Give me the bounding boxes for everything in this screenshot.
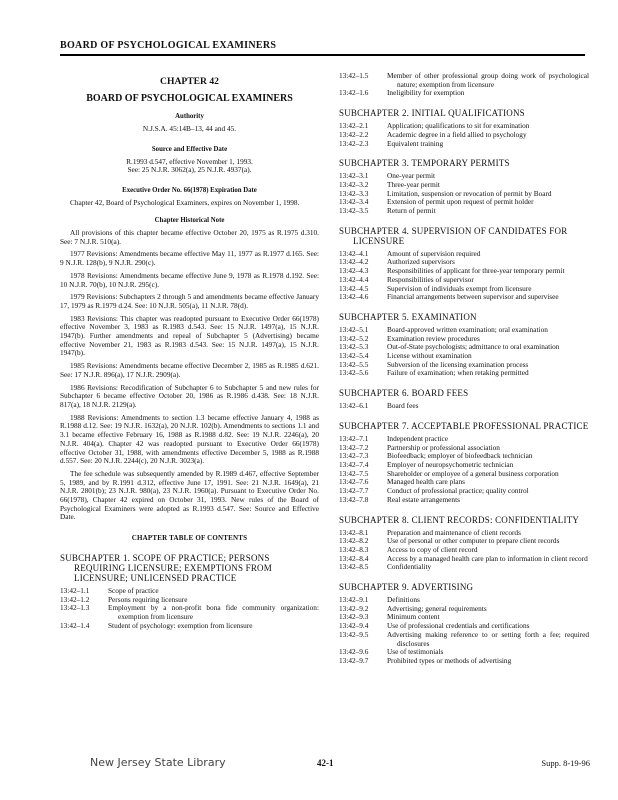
section-title: Use of professional credentials and certifications [387, 621, 530, 631]
section-number: 13:42–7.4 [339, 459, 369, 469]
supplement-date: Supp. 8-19-96 [541, 758, 590, 768]
section-number: 13:42–9.3 [339, 612, 369, 622]
toc-left [60, 553, 319, 631]
section-title: Access by a managed health care plan to information in client record [387, 553, 588, 563]
section-number: 13:42–2.1 [339, 121, 369, 131]
section-title: Application; qualifications to sit for examination [387, 121, 530, 131]
section-title: Three-year permit [387, 179, 440, 189]
section-number: 13:42–2.2 [339, 129, 369, 139]
running-header: BOARD OF PSYCHOLOGICAL EXAMINERS [60, 40, 585, 56]
section-number: 13:42–3.4 [339, 197, 369, 207]
section-title: Supervision of individuals exempt from licensure [387, 283, 532, 293]
section-number: 13:42–6.1 [339, 401, 369, 411]
section-title: Subversion of the licensing examination process [387, 359, 529, 369]
source-line-2: See: 25 N.J.R. 3062(a), 25 N.J.R. 4937(a). [127, 165, 252, 175]
section-number: 13:42–9.4 [339, 621, 369, 631]
section-number: 13:42–5.5 [339, 359, 369, 369]
historical-note-paragraph: All provisions of this chapter became effective October 20, 1975 as R.1975 d.310. See: 7 N.J.R. 510(a). [60, 228, 319, 246]
section-title: Persons requiring licensure [108, 594, 188, 604]
toc-entry [339, 631, 589, 648]
historical-note-paragraph: 1983 Revisions: This chapter was readopted pursuant to Executive Order 66(1978) effective November 3, 1983 as R.1983 d.543. See: 15 N.J.R. 1497(a), 15 N.J.R. 1947(b). Further amendments and repeal of Subchapter 5 (Advertising) became effective November 21, 1983 as R.1983 d.543. See: 15 N.J.R. 1497(a), 15 N.J.R. 1947(b). [60, 313, 319, 358]
source-line-1: R.1993 d.547, effective November 1, 1993. [126, 156, 253, 166]
section-number: 13:42–4.3 [339, 266, 369, 276]
subchapter-block [339, 226, 589, 302]
section-number: 13:42–5.2 [339, 333, 369, 343]
historical-note-paragraph: The fee schedule was subsequently amended by R.1989 d.467, effective September 5, 1989, and by R.1991 d.312, effective June 17, 1991. See: 21 N.J.R. 1649(a), 21 N.J.R. 2801(b); 23 N.J.R. 980(a), 23 N.J.R. 1960(a). Pursuant to Executive Order No. 66(1978), Chapter 42 expired on October 31, 1993. New rules of the Board of Psychological Examiners were adopted as R.1993 d.547. See: Source and Effective Date. [60, 468, 319, 522]
section-title: Examination review procedures [387, 333, 480, 343]
section-title: Responsibilities of applicant for three-year temporary permit [387, 266, 565, 276]
section-number: 13:42–8.5 [339, 562, 369, 572]
toc-entry [339, 198, 589, 207]
chapter-number: CHAPTER 42 [160, 76, 219, 87]
toc-entry [339, 496, 589, 505]
authority-heading: Authority [175, 113, 204, 121]
section-title: Amount of supervision required [387, 248, 481, 258]
section-number: 13:42–1.1 [60, 585, 90, 595]
section-number: 13:42–8.1 [339, 527, 369, 537]
toc-right [339, 108, 589, 666]
subchapter-heading: SUBCHAPTER 4. SUPERVISION OF CANDIDATES FOR LICENSURE [339, 225, 568, 246]
right-column [339, 72, 589, 666]
section-title: Scope of practice [108, 585, 159, 595]
section-number: 13:42–3.3 [339, 188, 369, 198]
toc-entry [339, 140, 589, 149]
section-title: Conduct of professional practice; quality control [387, 486, 529, 496]
section-number: 13:42–4.2 [339, 257, 369, 267]
section-title: Use of testimonials [387, 647, 444, 657]
section-number: 13:42–7.2 [339, 442, 369, 452]
section-number: 13:42–2.3 [339, 138, 369, 148]
subchapter-block [339, 421, 589, 505]
section-number: 13:42–1.6 [339, 88, 369, 98]
toc-title: CHAPTER TABLE OF CONTENTS [131, 534, 248, 543]
section-number: 13:42–5.4 [339, 351, 369, 361]
toc-entry [339, 131, 589, 140]
section-title: Definitions [387, 595, 420, 605]
toc-entry [339, 89, 589, 98]
section-number: 13:42–1.2 [60, 594, 90, 604]
section-number: 13:42–3.2 [339, 179, 369, 189]
section-number: 13:42–1.3 [60, 603, 90, 613]
library-watermark: New Jersey State Library [90, 756, 226, 769]
section-title: Advertising making reference to or setting forth a fee; required disclosures [387, 629, 589, 648]
section-number: 13:42–4.5 [339, 283, 369, 293]
toc-entry [339, 250, 589, 259]
section-title: Board fees [387, 401, 419, 411]
subchapter-heading: SUBCHAPTER 5. EXAMINATION [339, 311, 477, 322]
historical-note-paragraph: 1988 Revisions: Amendments to section 1.3 became effective January 4, 1988 as R.1988 d.12. See: 19 N.J.R. 1632(a), 20 N.J.R. 102(b). Amendments to sections 1.1 and 3.1 became effective February 16, 1988 as R.1988 d.82. See: 19 N.J.R. 2246(a), 20 N.J.R. 404(a). Chapter 42 was readopted pursuant to Executive Order 66(1978) effective October 31, 1988, with amendments effective December 5, 1988 as R.1988 d.557. See: 20 N.J.R. 2244(c), 20 N.J.R. 3023(a). [60, 412, 319, 466]
toc-entry [339, 555, 589, 564]
subchapter-heading: SUBCHAPTER 8. CLIENT RECORDS: CONFIDENTIALITY [339, 514, 580, 525]
toc-entry [60, 587, 319, 596]
left-column [60, 72, 319, 630]
subchapter-heading: SUBCHAPTER 6. BOARD FEES [339, 388, 469, 399]
section-title: Use of personal or other computer to prepare client records [387, 536, 560, 546]
section-number: 13:42–3.1 [339, 171, 369, 181]
section-number: 13:42–9.7 [339, 655, 369, 665]
section-title: Board-approved written examination; oral examination [387, 324, 548, 334]
section-title: Managed health care plans [387, 477, 465, 487]
section-number: 13:42–3.5 [339, 206, 369, 216]
section-title: Biofeedback; employer of biofeedback technician [387, 451, 533, 461]
section-number: 13:42–4.4 [339, 274, 369, 284]
toc-entry [339, 172, 589, 181]
historical-note [60, 229, 319, 522]
toc-entry [339, 72, 589, 89]
subchapter-heading: SUBCHAPTER 9. ADVERTISING [339, 582, 474, 593]
subchapter-block [339, 108, 589, 148]
historical-note-paragraph: 1977 Revisions: Amendments became effective May 11, 1977 as R.1977 d.165. See: 9 N.J.R. 128(b), 9 N.J.R. 290(c). [60, 249, 319, 268]
section-title: License without examination [387, 351, 472, 361]
section-title: One-year permit [387, 171, 436, 181]
subchapter-heading: SUBCHAPTER 1. SCOPE OF PRACTICE; PERSONS REQUIRING LICENSURE; EXEMPTIONS FROM LICENSURE; UNLICENSED PRACTICE [60, 552, 272, 583]
section-number: 13:42–8.4 [339, 553, 369, 563]
section-title: Partnership or professional association [387, 442, 500, 452]
section-title: Confidentiality [387, 562, 432, 572]
section-number: 13:42–4.1 [339, 248, 369, 258]
section-title: Authorized supervisors [387, 257, 455, 267]
section-title: Ineligibility for exemption [387, 88, 465, 98]
section-number: 13:42–1.5 [339, 71, 369, 80]
section-number: 13:42–7.8 [339, 494, 369, 504]
section-number: 13:42–5.1 [339, 324, 369, 334]
section-title: Equivalent training [387, 138, 444, 148]
toc-entry [60, 622, 319, 631]
section-title: Shareholder or employee of a general business corporation [387, 468, 559, 478]
historical-note-paragraph: 1978 Revisions: Amendments became effective June 9, 1978 as R.1978 d.192. See: 10 N.J.R. 70(b), 10 N.J.R. 295(c). [60, 270, 319, 289]
executive-order-text: Chapter 42, Board of Psychological Examiners, expires on November 1, 1998. [70, 197, 300, 207]
section-title: Prohibited types or methods of advertising [387, 655, 512, 665]
section-title: Access to copy of client record [387, 544, 478, 554]
section-number: 13:42–9.1 [339, 595, 369, 605]
section-number: 13:42–1.4 [60, 620, 90, 630]
toc-entry [339, 369, 589, 378]
toc-continuation [339, 72, 589, 98]
subchapter-block [339, 312, 589, 378]
section-title: Real estate arrangements [387, 494, 460, 504]
section-title: Failure of examination; when retaking permitted [387, 368, 529, 378]
chapter-name: BOARD OF PSYCHOLOGICAL EXAMINERS [86, 92, 293, 104]
section-title: Extension of permit upon request of permit holder [387, 197, 534, 207]
subchapter-block [339, 158, 589, 216]
section-title: Minimum content [387, 612, 440, 622]
page-number: 42-1 [317, 758, 334, 768]
section-title: Preparation and maintenance of client records [387, 527, 521, 537]
subchapter-block [60, 553, 319, 631]
section-number: 13:42–7.3 [339, 451, 369, 461]
section-number: 13:42–7.7 [339, 486, 369, 496]
section-title: Financial arrangements between supervisor and supervisee [387, 292, 559, 302]
historical-note-paragraph: 1986 Revisions: Recodification of Subchapter 6 to Subchapter 5 and new rules for Subchapter 6 became effective October 20, 1986 as R.1986 d.438. See: 18 N.J.R. 817(a), 18 N.J.R. 2129(a). [60, 382, 319, 409]
subchapter-heading: SUBCHAPTER 2. INITIAL QUALIFICATIONS [339, 108, 525, 119]
toc-entry [339, 293, 589, 302]
section-number: 13:42–9.5 [339, 629, 369, 639]
historical-note-heading: Chapter Historical Note [154, 217, 225, 225]
section-number: 13:42–8.3 [339, 544, 369, 554]
page-footer [60, 756, 590, 776]
section-title: Return of permit [387, 206, 436, 216]
historical-note-paragraph: 1979 Revisions: Subchapters 2 through 5 and amendments became effective January 17, 1979 as R.1979 d.24. See: 10 N.J.R. 505(a), 11 N.J.R. 78(d). [60, 292, 319, 310]
section-number: 13:42–9.6 [339, 647, 369, 657]
section-number: 13:42–8.2 [339, 536, 369, 546]
section-title: Responsibilities of supervisor [387, 274, 474, 284]
section-title: Student of psychology: exemption from licensure [108, 620, 253, 630]
section-number: 13:42–7.1 [339, 433, 369, 443]
section-title: Academic degree in a field allied to psychology [387, 129, 527, 139]
section-number: 13:42–4.6 [339, 292, 369, 302]
subchapter-block [339, 582, 589, 666]
source-heading: Source and Effective Date [151, 145, 228, 153]
toc-entry [339, 207, 589, 216]
section-number: 13:42–9.2 [339, 603, 369, 613]
toc-entry [339, 563, 589, 572]
subchapter-block [339, 515, 589, 573]
toc-entry [339, 487, 589, 496]
section-number: 13:42–7.6 [339, 477, 369, 487]
section-title: Limitation, suspension or revocation of permit by Board [387, 188, 552, 198]
subchapter-block [339, 388, 589, 411]
subchapter-heading: SUBCHAPTER 3. TEMPORARY PERMITS [339, 158, 510, 169]
toc-entry [339, 605, 589, 614]
subchapter-heading: SUBCHAPTER 7. ACCEPTABLE PROFESSIONAL PRACTICE [339, 420, 589, 431]
section-title: Advertising; general requirements [387, 603, 487, 613]
authority-text: N.J.S.A. 45:14B–13, 44 and 45. [142, 124, 237, 134]
section-title: Out-of-State psychologists; admittance to oral examination [387, 342, 560, 352]
toc-entry [339, 657, 589, 666]
section-number: 13:42–5.6 [339, 368, 369, 378]
toc-entry [339, 402, 589, 411]
section-title: Employer of neuropsychometric technician [387, 459, 514, 469]
historical-note-paragraph: 1985 Revisions: Amendments became effective December 2, 1985 as R.1985 d.621. See: 17 N.J.R. 896(a), 17 N.J.R. 2909(a). [60, 361, 319, 379]
section-title: Independent practice [387, 433, 448, 443]
section-title: Member of other professional group doing work of psychological nature; exemption from licensure [387, 71, 589, 89]
section-title: Employment by a non-profit bona fide community organization: exemption from licensure [108, 603, 319, 621]
executive-order-heading: Executive Order No. 66(1978) Expiration Date [122, 186, 257, 194]
section-number: 13:42–7.5 [339, 468, 369, 478]
section-number: 13:42–5.3 [339, 342, 369, 352]
toc-entry [60, 604, 319, 621]
